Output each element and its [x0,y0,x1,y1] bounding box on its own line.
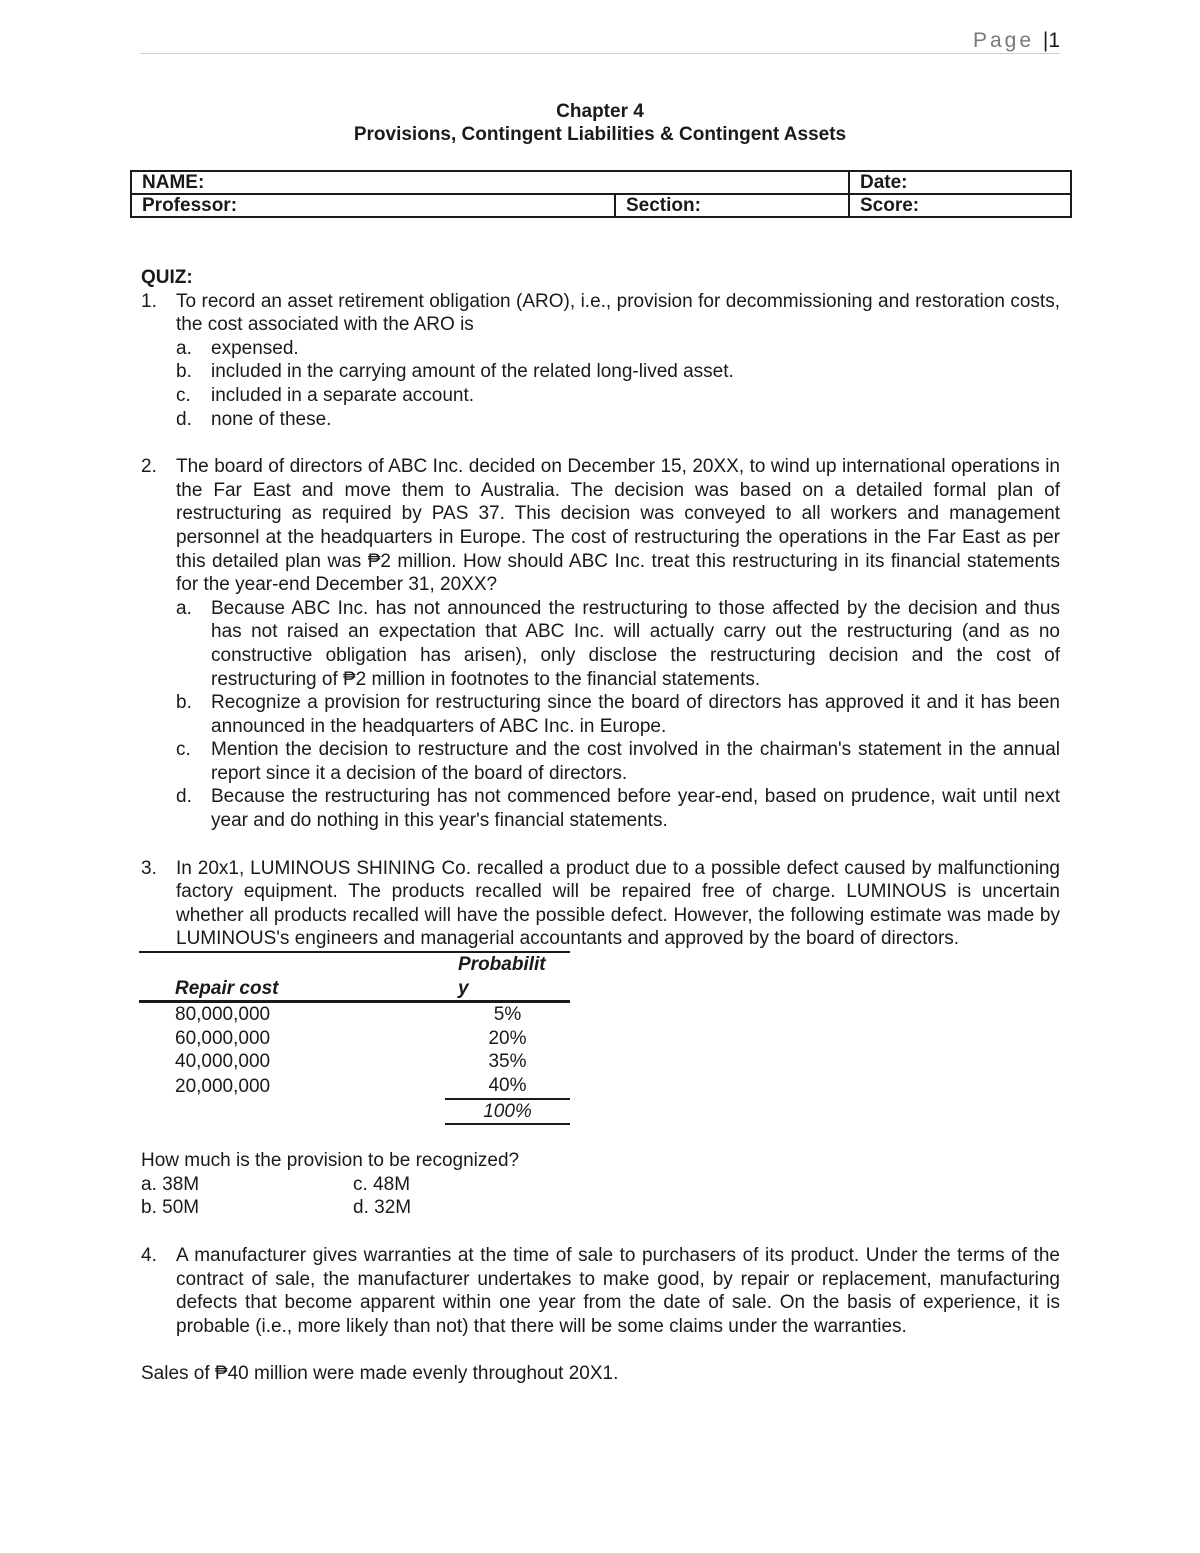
page-separator: | [1042,29,1049,52]
question-4 [141,1244,1060,1338]
choice-c: c. 48M [353,1173,411,1195]
choice-d: d. 32M [353,1197,412,1219]
option-text: included in a separate account. [211,384,475,406]
option-text: Because ABC Inc. has not announced the restructuring to those affected by the decision and thus has not raised an expectation that ABC Inc. will actually carry out the restructuring (and as no constructive obligation has arisen), only disclose the restructuring decision and the cost of restructuring of ₱2 million in footnotes to the financial statements. [211,597,1060,690]
option-letter: a. [176,337,192,359]
page-header [140,28,1060,54]
option-b [176,360,1060,384]
option-d [176,408,1060,432]
repair-cost-cell: 60,000,000 [175,1027,271,1049]
option-letter: a. [176,597,192,619]
option-letter: d. [176,786,192,808]
repair-cost-cell: 80,000,000 [175,1004,271,1026]
quiz-label: QUIZ: [141,267,193,288]
option-text: none of these. [211,408,332,430]
question-3 [141,857,1060,951]
question-text: To record an asset retirement obligation (ARO), i.e., provision for decommissioning and restoration costs, the cost associated with the ARO is [176,290,1060,336]
option-text: Recognize a provision for restructuring since the board of directors has approved it and it has been announced in the headquarters of ABC Inc. in Europe. [211,692,1060,737]
table-header-row [139,952,570,977]
table-header-row [139,977,570,1002]
option-c [176,738,1060,785]
title-block [130,100,1070,146]
probability-total: 100% [445,1099,570,1125]
student-info-table [130,170,1072,218]
option-a [176,337,1060,361]
name-field[interactable]: NAME: [131,171,849,194]
option-b [176,691,1060,738]
question-1 [141,290,1060,432]
option-text: expensed. [211,337,299,359]
question-text: The board of directors of ABC Inc. decided on December 15, 20XX, to wind up international operations in the Far East and move them to Australia. The decision was based on a detailed formal plan of restructuring as required by PAS 37. This decision was conveyed to all workers and management personnel at the headquarters in Europe. The cost of restructuring the operations in the Far East as per this detailed plan was ₱2 million. How should ABC Inc. treat this restructuring in its financial statements for the year-end December 31, 20XX? [176,456,1060,596]
option-letter: c. [176,384,191,406]
table-total-row [139,1099,570,1125]
question-number: 3. [141,857,157,879]
option-d [176,785,1060,832]
probability-header: Probabilit [458,954,546,976]
probability-cell: 40% [488,1075,527,1096]
chapter-subtitle: Provisions, Contingent Liabilities & Contingent Assets [353,124,847,145]
question-3-choices [141,1173,1060,1220]
date-field[interactable]: Date: [849,171,1071,194]
quiz-content [141,266,1060,1386]
page-word: Page [972,29,1034,52]
option-letter: d. [176,408,192,430]
probability-cell: 5% [493,1004,522,1026]
option-text: Because the restructuring has not commenced before year-end, based on prudence, wait until next year and do nothing in this year's financial statements. [211,786,1060,832]
option-c [176,384,1060,408]
option-letter: b. [176,692,192,714]
choice-b: b. 50M [141,1197,200,1219]
table-row [139,1050,570,1074]
option-letter: c. [176,739,191,761]
question-number: 2. [141,456,157,478]
table-row [139,1002,570,1027]
question-2 [141,455,1060,833]
option-text: included in the carrying amount of the related long-lived asset. [211,361,734,383]
repair-cost-header: Repair cost [139,977,445,1002]
score-field[interactable]: Score: [849,194,1071,217]
probability-cell: 20% [488,1027,527,1049]
question-number: 1. [141,290,157,312]
chapter-title: Chapter 4 [556,101,644,122]
sales-note: Sales of ₱40 million were made evenly throughout 20X1. [141,1363,619,1385]
professor-field[interactable]: Professor: [131,194,615,217]
question-text: In 20x1, LUMINOUS SHINING Co. recalled a product due to a possible defect caused by malfunctioning factory equipment. The products recalled will be repaired free of charge. LUMINOUS is uncertain whether all products recalled will have the possible defect. However, the following estimate was made by LUMINOUS's engineers and managerial accountants and approved by the board of directors. [176,857,1060,950]
section-field[interactable]: Section: [615,194,849,217]
question-3-prompt: How much is the provision to be recognized? [141,1150,520,1172]
option-letter: b. [176,361,192,383]
probability-cell: 35% [488,1051,527,1073]
option-text: Mention the decision to restructure and the cost involved in the chairman's statement in the annual report since it a decision of the board of directors. [211,739,1060,784]
table-row [139,1027,570,1051]
table-row [139,1074,570,1099]
choice-a: a. 38M [141,1173,200,1195]
question-number: 4. [141,1244,157,1266]
repair-cost-cell: 20,000,000 [175,1075,271,1097]
probability-header-cont: y [445,977,570,1002]
page-number: 1 [1048,29,1060,52]
header-rule [140,53,1060,54]
option-a [176,597,1060,691]
question-text: A manufacturer gives warranties at the time of sale to purchasers of its product. Under the terms of the contract of sale, the manufacturer undertakes to make good, by repair or replacement, manufacturing defects that become apparent within one year from the date of sale. On the basis of experience, it is probable (i.e., more likely than not) that there will be some claims under the warranties. [176,1244,1060,1337]
repair-cost-cell: 40,000,000 [175,1051,271,1073]
repair-cost-table [139,951,570,1125]
